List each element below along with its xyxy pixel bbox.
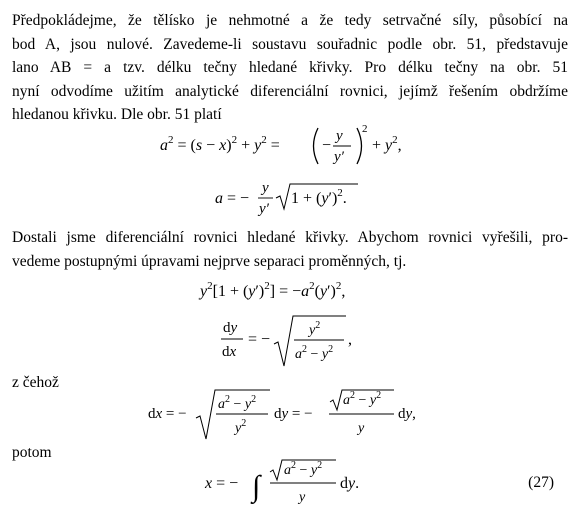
svg-text:a2 = (s − x)2 + y2 =: $a^2 = (s - x)^2 + y^2$ = (160, 134, 280, 154)
svg-text:a2 − y2: $a^2 - y^2$ (295, 344, 334, 362)
label-z-cehoz: z čehož (12, 374, 59, 391)
svg-text:= −: = − (248, 331, 271, 348)
paragraph-intro (12, 9, 568, 127)
svg-text:−: − (322, 137, 332, 154)
equation-number: (27) (528, 474, 554, 491)
svg-text:dy: dy (223, 320, 238, 336)
svg-text:a = −: a = − (215, 190, 250, 207)
equation-integral (0, 452, 582, 507)
svg-text:a2 − y2: $a^2 - y^2$ (284, 460, 323, 478)
svg-text:y′: y′ (259, 201, 269, 217)
svg-text:y: y (358, 421, 365, 436)
svg-text:y: y (262, 180, 269, 196)
paragraph-separation (12, 226, 568, 273)
paragraph-line: Dostali jsme diferenciální rovnici hledané křivky. Abychom rovnici vyřešili, pro- (12, 229, 568, 246)
svg-text:,: , (348, 331, 352, 348)
equation-differential (0, 176, 582, 220)
svg-text:dx = −: dx = − (148, 406, 187, 422)
paragraph-line: vedeme postupnými úpravami nejprve separaci proměnných, tj. (12, 252, 407, 270)
svg-text:y2: $y^2$ (309, 320, 321, 338)
svg-text:dy.: dy. (340, 475, 360, 492)
svg-text:2: 2 (362, 123, 368, 135)
paragraph-line: bod A, jsou nulové. Zavedeme-li soustavu souřadnic podle obr. 51, představuje (12, 35, 568, 53)
svg-text:+ y2,: + $y^2$, (372, 134, 402, 154)
paragraph-line: lano AB = a tzv. délku tečny hledané křivky. Pro délku tečny na obr. 51 (12, 59, 568, 76)
equation-tangent-length-squared (0, 120, 582, 170)
equation-squared-form (0, 278, 582, 304)
equation-derivative (0, 310, 582, 370)
svg-text:a2 − y2: $a^2 - y^2$ (218, 394, 257, 412)
svg-text:a2 − y2: $a^2 - y^2$ (343, 390, 382, 408)
svg-text:dx: dx (222, 344, 237, 360)
paragraph-line: Předpokládejme, že tělísko je nehmotné a že tedy setrvačné síly, působící na (12, 12, 568, 29)
svg-text:x = −: x = − (205, 475, 239, 492)
equation-dx (0, 384, 582, 442)
svg-text:∫: ∫ (252, 470, 261, 503)
svg-text:y: y (336, 128, 343, 144)
svg-text:y′: y′ (334, 149, 344, 165)
svg-text:y: y (299, 490, 306, 505)
paragraph-line: hledanou křivku. Dle obr. 51 platí (12, 106, 222, 123)
paragraph-line: nyní odvodíme užitím analytické diferenciální rovnici, jejímž řešením obdržíme (12, 82, 568, 100)
svg-text:dy,: dy, (398, 406, 416, 422)
svg-text:y2: $y^2$ (235, 418, 247, 436)
label-potom: potom (12, 444, 52, 461)
svg-text:1 + (y′)2.: $1 + (y')^2$. (291, 187, 347, 207)
svg-text:dy = −: dy = − (274, 406, 313, 422)
svg-text:y2[1 + (y′)2] = −a2(y′)2,: $y^2[1 + (y')^2] = -a^2(y')^2$, (200, 280, 346, 300)
